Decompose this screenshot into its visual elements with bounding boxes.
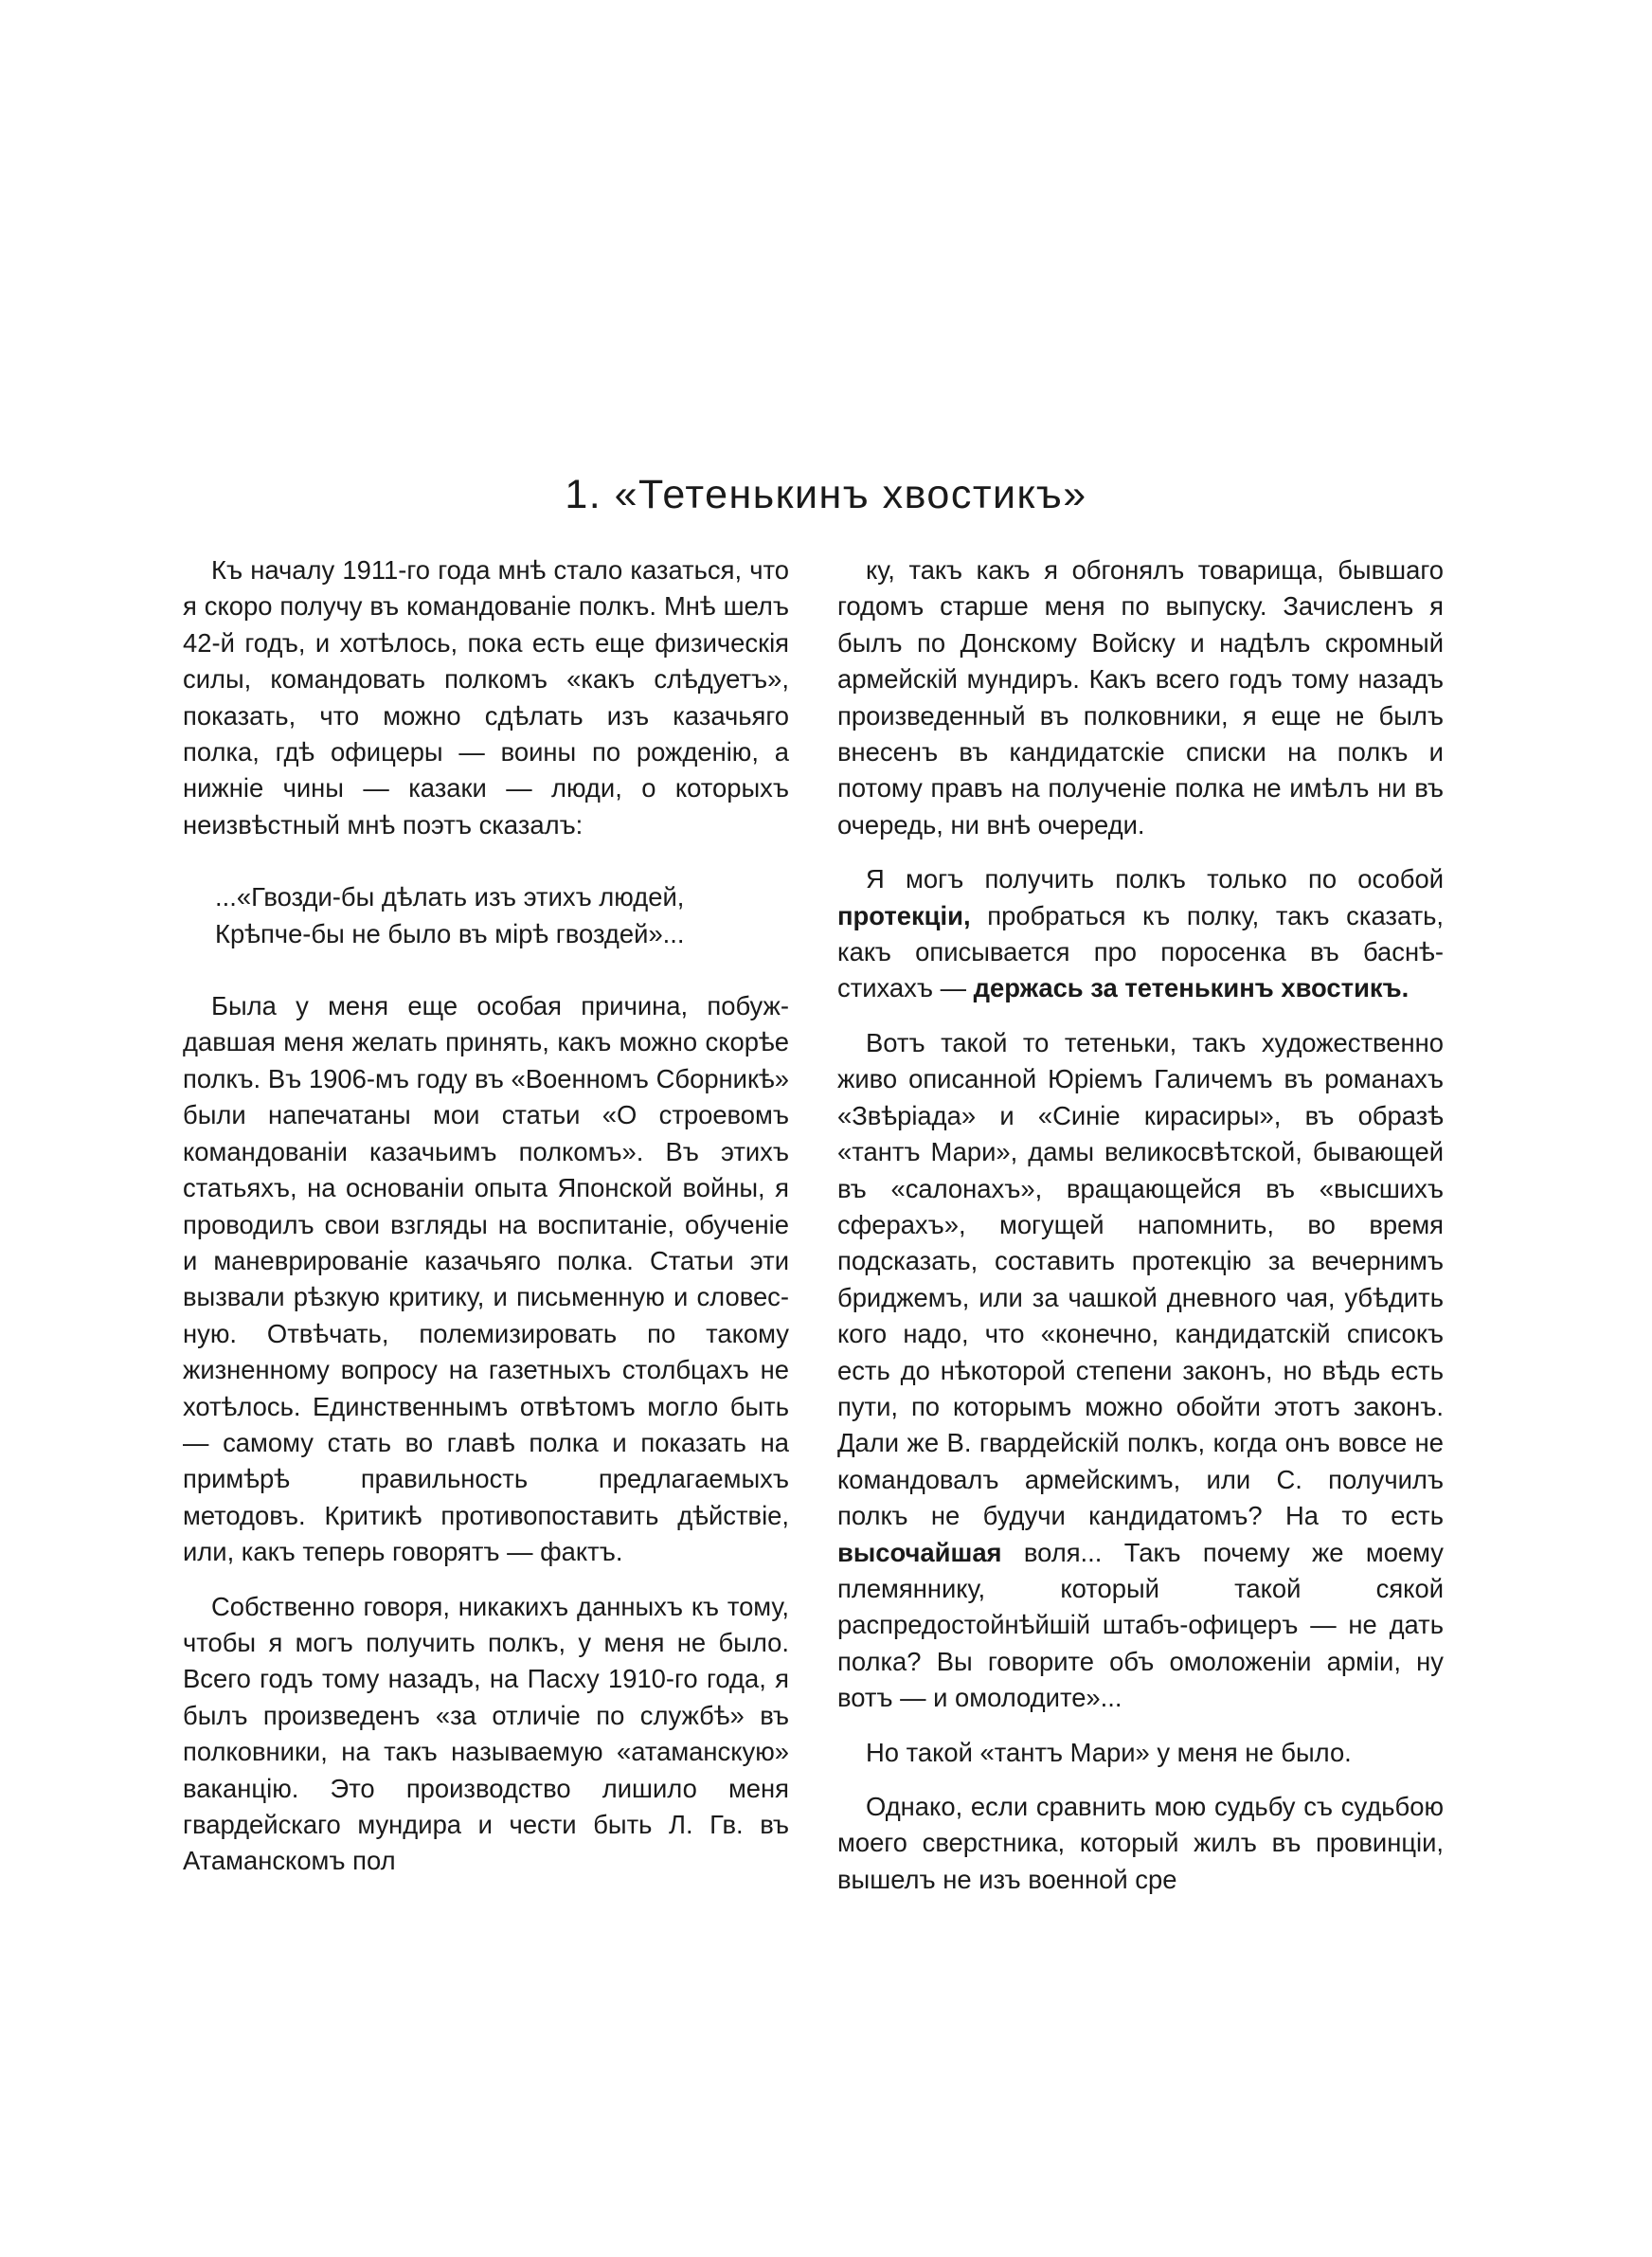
paragraph: Собственно говоря, никакихъ данныхъ къ тому, чтобы я могъ получить полкъ, у меня не было. Всего годъ тому назадъ, на Пасху 1910-го года, я былъ произведенъ «за отличіе по службѣ» въ полковники, на такъ называемую «атаманскую» ваканцію. Это производство лишило меня гвардейскаго мундира и чести быть Л. Гв. въ Атаманскомъ пол (183, 1591, 789, 1876)
paragraph: Къ началу 1911-го года мнѣ стало казаться, что я скоро получу въ командованіе полкъ. Мнѣ шелъ 42-й годъ, и хотѣлось, пока есть еще физическія силы, командовать полкомъ «какъ слѣдуетъ», показать, что можно сдѣлать изъ казачьяго полка, гдѣ офицеры — воины по рожденію, а нижніе чины — казаки — люди, о которыхъ неизвѣстный мнѣ поэтъ сказалъ: (183, 555, 789, 840)
paragraph (837, 861, 1444, 1007)
poem-line: ...«Гвозди-бы дѣлать изъ этихъ людей, (215, 882, 685, 912)
emphasis-text: протекціи, (837, 900, 971, 930)
paragraph: Однако, если сравнить мою судьбу съ судьбою моего сверстника, который жилъ въ провинціи, вышелъ не изъ военной сре (837, 1792, 1444, 1894)
chapter-number: 1. (565, 472, 602, 517)
paragraph: ку, такъ какъ я обгонялъ товарища, бывшаго годомъ старше меня по выпуску. Зачисленъ я былъ по Донскому Войску и надѣлъ скромный армейскій мундиръ. Какъ всего годъ тому назадъ произведенный въ полковники, я еще не былъ внесенъ въ кандидатскіе списки на полкъ и потому правъ на полученіе полка не имѣлъ ни въ очередь, ни внѣ очереди. (837, 555, 1444, 840)
paragraph: Была у меня еще особая причина, побуждавшая меня желать принять, какъ можно скорѣе полкъ. Въ 1906-мъ году въ «Военномъ Сборникѣ» были напечатаны мои статьи «О строевомъ командованіи казачьимъ полкомъ». Въ этихъ статьяхъ, на основаніи опыта Японской войны, я проводилъ свои взгляды на воспитаніе, обученіе и маневрированіе казачьяго полка. Статьи эти вызвали рѣзкую критику, и письменную и словесную. Отвѣчать, полемизировать по такому жизненному вопросу на газетныхъ столбцахъ не хотѣлось. Единственнымъ отвѣтомъ могло быть — самому стать во главѣ полка и показать на примѣрѣ правильность предлагаемыхъ методовъ. Критикѣ противопоставить дѣйствіе, или, какъ теперь говорятъ — фактъ. (183, 991, 789, 1567)
emphasis-text: высочайшая (837, 1537, 1002, 1567)
paragraph (837, 1025, 1444, 1717)
poem-quote (215, 879, 789, 952)
chapter-title (0, 472, 1652, 518)
poem-line: Крѣпче-бы не было въ мірѣ гвоздей»... (215, 918, 685, 948)
text-run: пробраться къ полку, такъ сказать, какъ описывается про поросенка въ баснѣ-стихахъ — (837, 900, 1444, 1003)
text-run: воля... Такъ почему же моему племяннику, который такой сякой распредостойнѣйшій штабъ-офицеръ — не дать полка? Вы говорите объ омоложеніи арміи, ну вотъ — и омолодите»... (837, 1537, 1444, 1713)
text-run: Я могъ получить полкъ только по особой (866, 864, 1444, 894)
text-run: Вотъ такой то тетеньки, такъ художественно живо описанной Юріемъ Галичемъ въ романахъ «Звѣріада» и «Синіе кирасиры», въ образѣ «тантъ Мари», дамы великосвѣтской, бывающей въ «салонахъ», вращающейся въ «высшихъ сферахъ», могущей напомнить, во время подсказать, составить протекцію за вечернимъ бриджемъ, или за чашкой дневного чая, убѣдить кого надо, что «конечно, кандидатскій списокъ есть до нѣкоторой степени законъ, но вѣдь есть пути, по которымъ можно обойти этотъ законъ. Дали же В. гвардейскій полкъ, когда онъ вовсе не командовалъ армейскимъ, или С. получилъ полкъ не будучи кандидатомъ? На то есть (837, 1027, 1444, 1531)
chapter-title-text: «Тетенькинъ хвостикъ» (614, 472, 1087, 517)
left-column (183, 552, 789, 1898)
emphasis-text: держась за тетенькинъ хвостикъ. (973, 973, 1410, 1003)
right-column (837, 552, 1444, 1916)
paragraph: Но такой «тантъ Мари» у меня не было. (866, 1737, 1352, 1767)
